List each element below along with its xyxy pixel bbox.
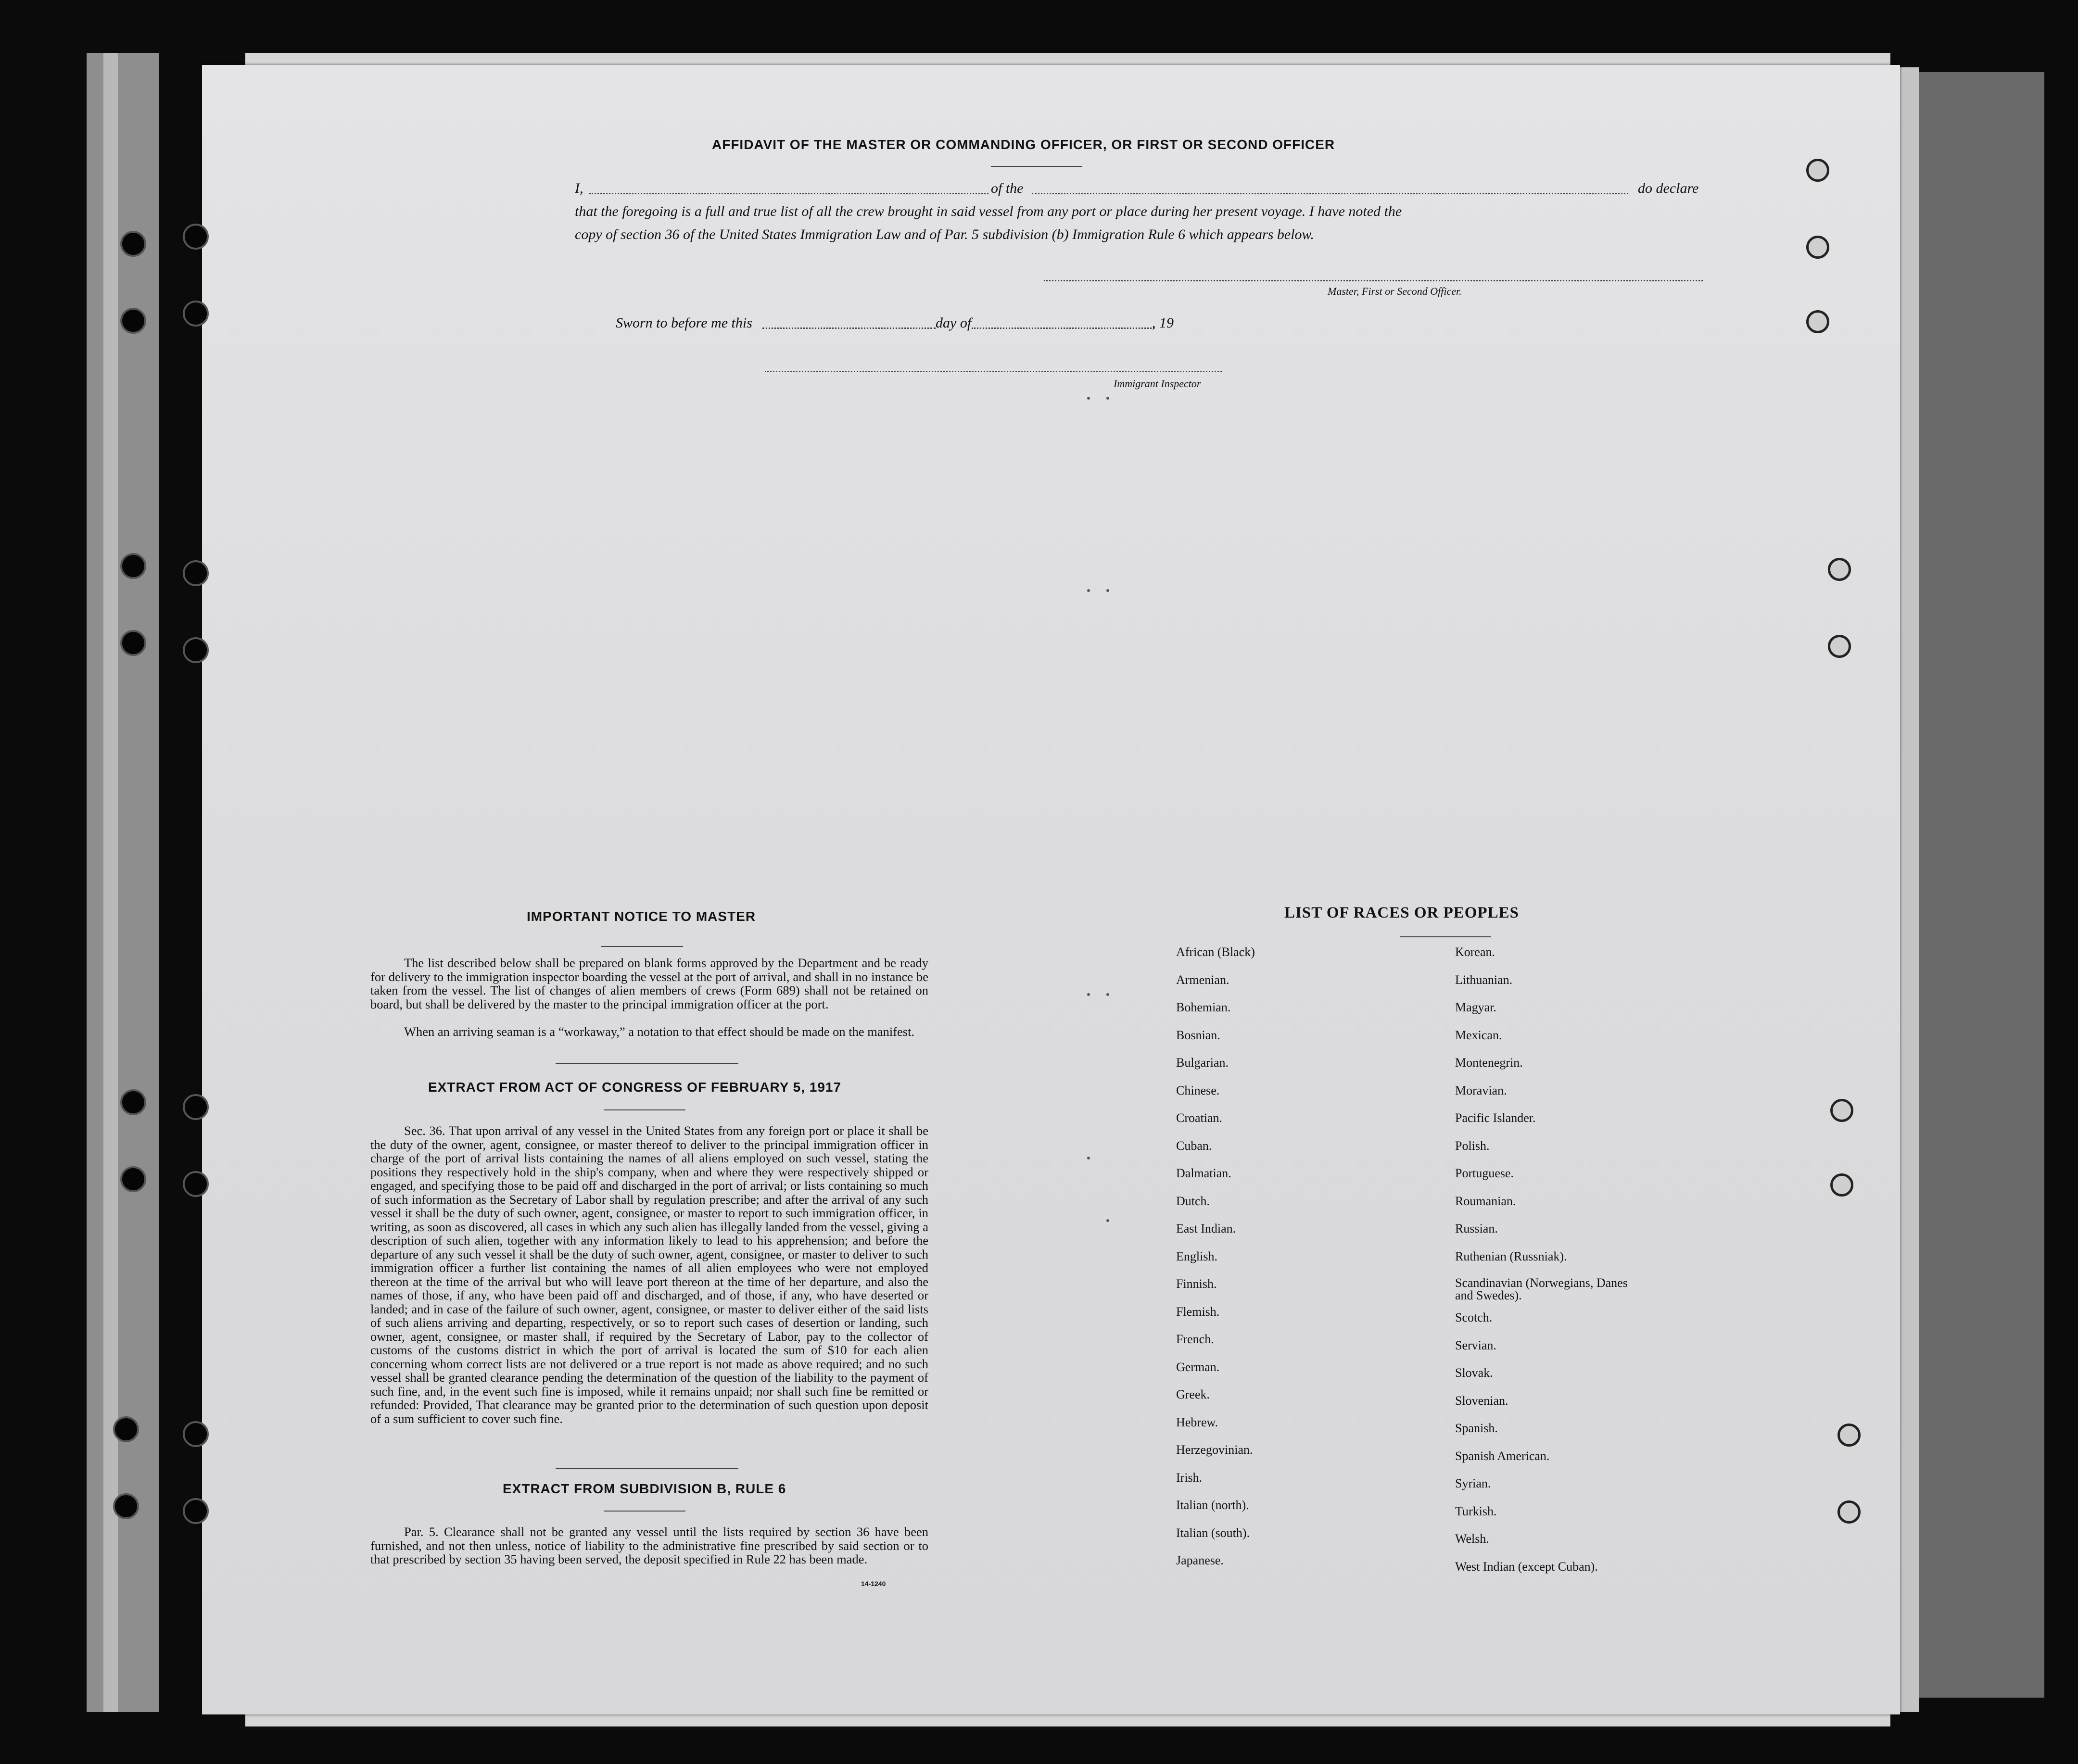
speck [1106, 589, 1109, 592]
right-punch-hole [1837, 1500, 1861, 1524]
race-item: Spanish. [1455, 1421, 1498, 1435]
race-item: Scotch. [1455, 1310, 1493, 1324]
race-item: Montenegrin. [1455, 1056, 1523, 1070]
right-punch-hole [1830, 1173, 1853, 1197]
race-item: Moravian. [1455, 1083, 1507, 1097]
page-punch-hole [183, 1171, 209, 1197]
race-item: Russian. [1455, 1222, 1498, 1235]
race-item: Bohemian. [1176, 1000, 1231, 1014]
sworn-year: , 19 [1152, 315, 1174, 331]
race-item: Irish. [1176, 1470, 1203, 1485]
binder-hole [120, 231, 146, 257]
right-punch-hole [1828, 635, 1851, 658]
race-item: African (Black) [1176, 945, 1255, 959]
race-item: West Indian (except Cuban). [1455, 1559, 1598, 1574]
vessel-blank[interactable] [1032, 193, 1628, 194]
race-item: Italian (south). [1176, 1525, 1250, 1540]
extract-rule-text: Par. 5. Clearance shall not be granted any vessel until the lists required by section 36 have been furnished, and not then unless, notice of liability to the administrative fine prescribed by said section or to that prescribed by section 35 having been served, the deposit specified in Rule 22 has been made. [370, 1525, 928, 1566]
right-punch-hole [1828, 558, 1851, 581]
race-item: English. [1176, 1249, 1217, 1263]
notice-underline [601, 946, 683, 947]
race-item: Japanese. [1176, 1553, 1224, 1567]
notice-paragraph-1: The list described below shall be prepared on blank forms approved by the Department and be ready for delivery to the immigration inspector boarding the vessel at the port of arrival, and shall in no instance be taken from the vessel. The list of changes of alien members of crews (Form 689) shall not be retained on board, but shall be delivered by the master to the principal immigration officer at the port. [370, 956, 928, 1011]
affidavit-i: I, [575, 180, 583, 196]
race-item: Slovenian. [1455, 1393, 1508, 1408]
race-item: Chinese. [1176, 1083, 1220, 1097]
sworn-day-blank[interactable] [762, 328, 936, 329]
speck [1087, 397, 1090, 400]
race-item: Magyar. [1455, 1000, 1496, 1014]
race-item: Mexican. [1455, 1028, 1502, 1042]
section-divider [556, 1468, 738, 1469]
sworn-prefix: Sworn to before me this [616, 315, 752, 331]
master-caption: Master, First or Second Officer. [1328, 285, 1462, 297]
race-item: Finnish. [1176, 1277, 1217, 1291]
race-item: Spanish American. [1455, 1449, 1550, 1463]
race-item: Roumanian. [1455, 1194, 1516, 1208]
race-item: Syrian. [1455, 1476, 1491, 1490]
speck [1106, 1219, 1109, 1222]
race-item: Bulgarian. [1176, 1056, 1229, 1070]
affidavit-line-3: copy of section 36 of the United States Immigration Law and of Par. 5 subdivision (b) Immigration Rule 6 which appears below. [575, 227, 1314, 242]
form-number: 14-1240 [861, 1580, 886, 1588]
speck [1087, 993, 1090, 996]
page-punch-hole [183, 560, 209, 586]
extract-rule-underline [604, 1511, 685, 1512]
race-item: Polish. [1455, 1138, 1490, 1153]
race-item: Bosnian. [1176, 1028, 1220, 1042]
speck [1106, 397, 1109, 400]
notice-paragraph-2: When an arriving seaman is a “workaway,” a notation to that effect should be made on the manifest. [404, 1024, 915, 1039]
page-punch-hole [183, 1421, 209, 1447]
binder-hole [120, 553, 146, 579]
race-item: Servian. [1455, 1338, 1496, 1352]
races-title: LIST OF RACES OR PEOPLES [1284, 904, 1519, 921]
master-signature-line[interactable] [1044, 280, 1703, 281]
binder-hole [113, 1493, 139, 1519]
races-column-1 [1176, 945, 1255, 1581]
race-item: Welsh. [1455, 1532, 1489, 1546]
race-item: Italian (north). [1176, 1498, 1249, 1512]
race-item: Ruthenian (Russniak). [1455, 1249, 1567, 1263]
affidavit-title: AFFIDAVIT OF THE MASTER OR COMMANDING OFFICER, OR FIRST OR SECOND OFFICER [712, 137, 1335, 152]
form-page [202, 65, 1900, 1714]
race-item: Portuguese. [1455, 1166, 1514, 1180]
race-item: French. [1176, 1332, 1214, 1346]
notice-title: IMPORTANT NOTICE TO MASTER [527, 909, 756, 924]
extract-act-underline [604, 1109, 685, 1110]
right-punch-hole [1806, 310, 1829, 333]
sworn-day-of: day of [936, 315, 972, 331]
speck [1106, 993, 1109, 996]
section-divider [556, 1063, 738, 1064]
race-item: Greek. [1176, 1387, 1210, 1401]
page-punch-hole [183, 1094, 209, 1120]
race-item: Hebrew. [1176, 1415, 1218, 1429]
binder-hole [120, 1089, 146, 1115]
right-punch-hole [1806, 159, 1829, 182]
extract-act-text: Sec. 36. That upon arrival of any vessel in the United States from any foreign port or place it shall be the duty of the owner, agent, consignee, or master thereof to deliver to the principal immigration officer in charge of the port of arrival lists containing the names of all aliens employed on such vessel, stating the positions they respectively hold in the ship's company, when and where they were respectively shipped or engaged, and specifying those to be paid off and discharged in the port of arrival; or lists containing so much of such information as the Secretary of Labor shall by regulation prescribe; and after the arrival of any such vessel it shall be the duty of such owner, agent, consignee, or master to report to such immigration officer, in writing, as soon as discovered, all cases in which any such alien has illegally landed from the vessel, giving a description of such alien, together with any information likely to lead to his apprehension; and before the departure of any such vessel it shall be the duty of such owner, agent, consignee, or master to deliver to such immigration officer a further list containing the names of all alien employees who were not employed thereon at the time of the arrival but who will leave port thereon at the time of her departure, and also the names of those, if any, who have been paid off and discharged, and of those, if any, who have deserted or landed; and in case of the failure of such owner, agent, consignee, or master to deliver either of the said lists of such aliens arriving and departing, respectively, or so to report such cases of desertion or landing, such owner, agent, consignee, or master shall, if required by the Secretary of Labor, pay to the collector of customs of the customs district in which the port of arrival is located the sum of $10 for each alien concerning whom correct lists are not delivered or a true report is not made as above required; and no such vessel shall be granted clearance pending the determination of the question of the liability to the payment of such fine, and, in the event such fine is imposed, while it remains unpaid; nor shall such fine be remitted or refunded: Provided, That clearance may be granted prior to the determination of such question upon deposit of a sum sufficient to cover such fine. [370, 1123, 928, 1426]
race-item: Turkish. [1455, 1504, 1497, 1518]
race-item: Scandinavian (Norwegians, Danes and Swedes). [1455, 1276, 1628, 1302]
race-item: Croatian. [1176, 1111, 1223, 1125]
race-item: Pacific Islander. [1455, 1111, 1536, 1125]
affidavit-line-2: that the foregoing is a full and true list of all the crew brought in said vessel from any port or place during her present voyage. I have noted the [575, 203, 1402, 219]
page-punch-hole [183, 1498, 209, 1524]
race-item: Korean. [1455, 945, 1495, 959]
affidavit-declare: do declare [1638, 180, 1699, 196]
affidavit-of-the: of the [991, 180, 1024, 196]
sworn-month-blank[interactable] [972, 328, 1154, 329]
right-punch-hole [1837, 1424, 1861, 1447]
page-punch-hole [183, 224, 209, 250]
race-item: German. [1176, 1360, 1220, 1374]
races-underline [1400, 936, 1491, 937]
binder-hole [120, 1166, 146, 1192]
right-punch-hole [1806, 236, 1829, 259]
speck [1087, 1157, 1090, 1159]
race-item: Lithuanian. [1455, 972, 1513, 987]
race-item: Cuban. [1176, 1138, 1212, 1153]
race-item: Dutch. [1176, 1194, 1210, 1208]
extract-rule-title: EXTRACT FROM SUBDIVISION B, RULE 6 [503, 1481, 786, 1496]
race-item: East Indian. [1176, 1222, 1236, 1235]
name-blank[interactable] [589, 193, 988, 194]
race-item: Herzegovinian. [1176, 1443, 1253, 1457]
extract-act-title: EXTRACT FROM ACT OF CONGRESS OF FEBRUARY 5, 1917 [428, 1080, 842, 1095]
race-item: Flemish. [1176, 1304, 1220, 1319]
right-punch-hole [1830, 1099, 1853, 1122]
title-underline [991, 166, 1082, 167]
race-item: Slovak. [1455, 1366, 1493, 1380]
race-item: Armenian. [1176, 972, 1229, 987]
binder-hole [120, 630, 146, 656]
race-item: Dalmatian. [1176, 1166, 1231, 1180]
binder-hole [113, 1416, 139, 1442]
inspector-caption: Immigrant Inspector [1114, 378, 1201, 390]
inspector-signature-line[interactable] [765, 371, 1222, 372]
page-punch-hole [183, 301, 209, 327]
left-backing-strip-light [103, 53, 118, 1712]
page-punch-hole [183, 637, 209, 663]
races-column-2 [1455, 945, 1638, 1587]
left-backing-strip [87, 53, 159, 1712]
binder-hole [120, 308, 146, 334]
speck [1087, 589, 1090, 592]
